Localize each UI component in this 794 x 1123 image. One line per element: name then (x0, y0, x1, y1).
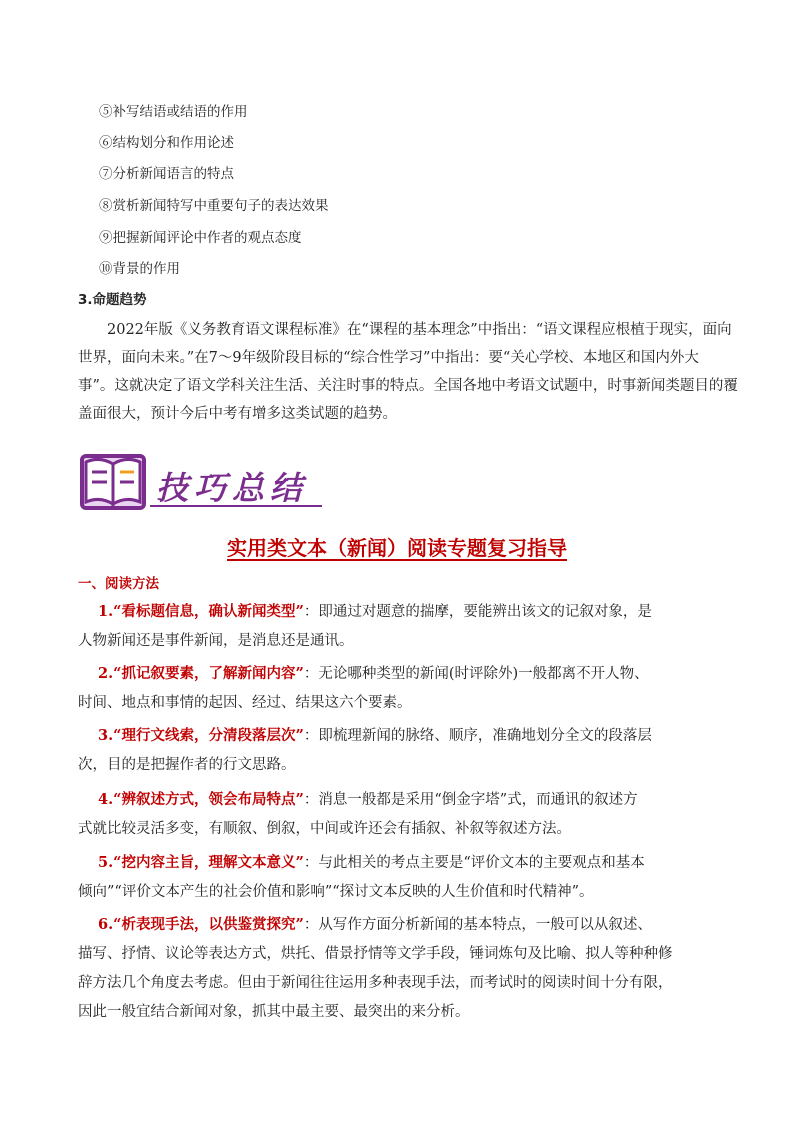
trend-line: 2022年版《义务教育语文课程标准》在“课程的基本理念”中指出：“语文课程应根植于现实，面向 (107, 322, 732, 338)
list-item: ⑩背景的作用 (99, 261, 180, 277)
list-item: ⑧赏析新闻特写中重要句子的表达效果 (99, 198, 329, 214)
method-item (78, 785, 728, 844)
method-item (78, 848, 728, 907)
method-text: ：与此相关的考点主要是“评价文本的主要观点和基本 (303, 855, 645, 871)
method-text: 次，目的是把握作者的行文思路。 (78, 757, 296, 773)
trend-line: 事”。这就决定了语文学科关注生活、关注时事的特点。全国各地中考语文试题中，时事新闻类题目的覆 (78, 378, 738, 394)
list-item: ⑤补写结语或结语的作用 (99, 104, 248, 120)
method-text: 式就比较灵活多变，有顺叙、倒叙，中间或许还会有插叙、补叙等叙述方法。 (78, 821, 571, 837)
method-text: 人物新闻还是事件新闻，是消息还是通讯。 (78, 633, 354, 649)
method-item (78, 721, 728, 780)
list-item: ⑨把握新闻评论中作者的观点态度 (99, 230, 302, 246)
method-text: 倾向”“评价文本产生的社会价值和影响”“探讨文本反映的人生价值和时代精神”。 (78, 884, 594, 900)
method-lead: 3.“理行文线索，分清段落层次” (98, 727, 304, 744)
method-text: 辞方法几个角度去考虑。但由于新闻往往运用多种表现手法，而考试时的阅读时间十分有限， (78, 975, 673, 991)
method-lead: 1.“看标题信息，确认新闻类型” (98, 603, 304, 620)
trend-line: 世界，面向未来。”在7～9年级阶段目标的“综合性学习”中指出：要“关心学校、本地区和国内外大 (78, 350, 699, 366)
method-text: ：即通过对题意的揣摩，要能辨出该文的记叙对象，是 (303, 604, 652, 620)
banner-title: 技巧总结 (156, 469, 309, 507)
method-text: ：即梳理新闻的脉络、顺序，准确地划分全文的段落层 (303, 728, 652, 744)
page-title: 实用类文本（新闻）阅读专题复习指导 (227, 536, 567, 560)
method-item (78, 597, 728, 656)
method-lead: 2.“抓记叙要素，了解新闻内容” (98, 665, 304, 682)
trend-heading: 3.命题趋势 (78, 292, 147, 308)
method-lead: 5.“挖内容主旨，理解文本意义” (98, 854, 304, 871)
method-lead: 4.“辨叙述方式，领会布局特点” (98, 791, 304, 808)
trend-paragraph (78, 316, 738, 428)
section-heading: 一、阅读方法 (78, 576, 159, 592)
banner-underline (150, 505, 322, 507)
list-item: ⑦分析新闻语言的特点 (99, 166, 234, 182)
list-item: ⑥结构划分和作用论述 (99, 135, 234, 151)
method-text: 描写、抒情、议论等表达方式，烘托、借景抒情等文学手段，锤词炼句及比喻、拟人等种种修 (78, 946, 673, 962)
method-text: ：消息一般都是采用“倒金字塔”式，而通讯的叙述方 (303, 792, 638, 808)
method-text: ：无论哪种类型的新闻(时评除外)一般都离不开人物、 (303, 666, 649, 682)
method-item (78, 910, 728, 1027)
method-text: 时间、地点和事情的起因、经过、结果这六个要素。 (78, 695, 412, 711)
method-lead: 6.“析表现手法，以供鉴赏探究” (98, 916, 304, 933)
method-item (78, 659, 728, 718)
method-text: 因此一般宜结合新闻对象，抓其中最主要、最突出的来分析。 (78, 1004, 470, 1020)
trend-line: 盖面很大，预计今后中考有增多这类试题的趋势。 (78, 406, 397, 422)
method-text: ：从写作方面分析新闻的基本特点，一般可以从叙述、 (303, 917, 652, 933)
